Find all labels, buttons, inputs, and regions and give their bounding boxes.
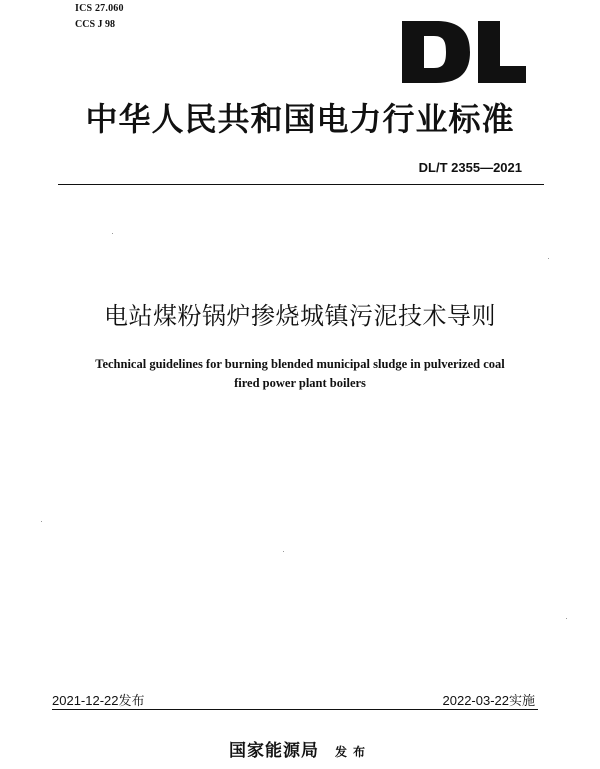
- header-rule: [58, 184, 544, 185]
- publish-date: 2021-12-22发布: [52, 693, 145, 708]
- ccs-code: CCS J 98: [75, 19, 116, 30]
- scan-speck: [548, 258, 549, 259]
- document-title-english-line2: fired power plant boilers: [234, 376, 366, 390]
- scan-speck: [41, 521, 42, 522]
- document-title-english-line1: Technical guidelines for burning blended municipal sludge in pulverized coal: [95, 357, 505, 371]
- scan-speck: [566, 618, 567, 619]
- logo-letter-l: [478, 21, 526, 83]
- issuer-line: [0, 736, 600, 761]
- standard-number: DL/T 2355—2021: [418, 160, 522, 175]
- issuer-action: 发布: [334, 745, 371, 759]
- dl-logo: [398, 18, 528, 86]
- implement-date: 2022-03-22实施: [442, 693, 535, 708]
- document-title-chinese: 电站煤粉锅炉掺烧城镇污泥技术导则: [104, 302, 496, 330]
- standard-title: 中华人民共和国电力行业标准: [85, 100, 515, 138]
- logo-letter-d: [402, 21, 470, 83]
- footer-rule: [52, 709, 538, 710]
- issuer-name: 国家能源局: [228, 741, 319, 761]
- ics-code: ICS 27.060: [75, 3, 124, 14]
- scan-speck: [112, 233, 113, 234]
- scan-speck: [283, 551, 284, 552]
